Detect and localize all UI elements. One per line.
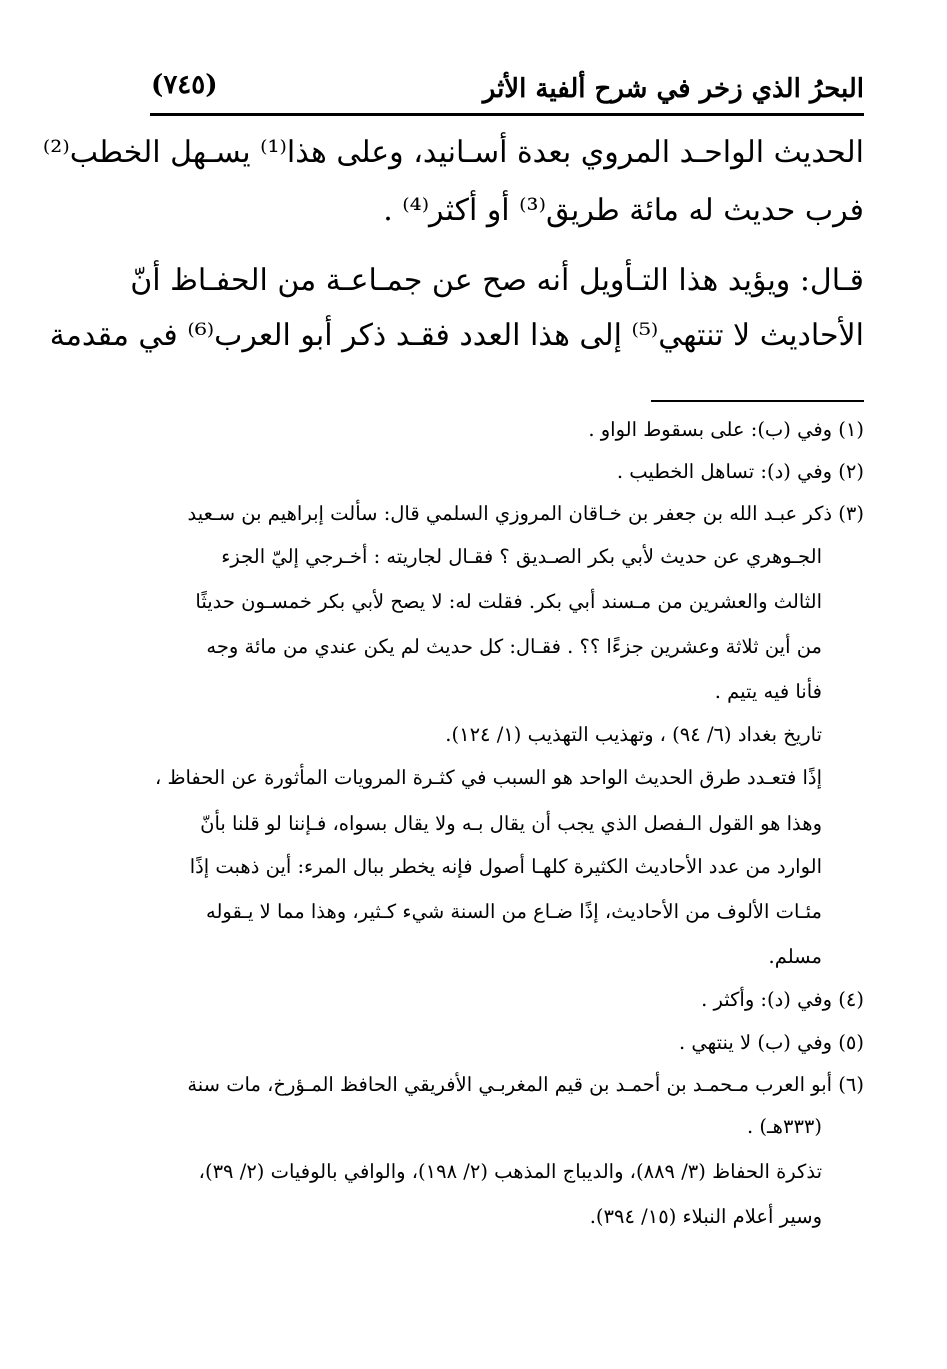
footnote-line: إذًا فتعـدد طرق الحديث الواحد هو السبب في كثـرة المرويات المأثورة عن الحفاظ ، [154, 766, 822, 789]
footnote-line: (٣) ذكر عبـد الله بن جعفر بن خـاقان المروزي السلمي قال: سألت إبراهيم بن سـعيد [187, 502, 864, 525]
header-rule [150, 113, 864, 116]
footnote-line: فأنا فيه يتيم . [714, 680, 822, 703]
footnote-line: (٦) أبو العرب مـحمـد بن أحمـد بن قيم المغربـي الأفريقي الحافظ المـؤرخ، مات سنة [187, 1073, 864, 1096]
footnote-line: تذكرة الحفاظ (٣/ ٨٨٩)، والديباج المذهب (٢/ ١٩٨)، والوافي بالوفيات (٢/ ٣٩)، [198, 1160, 822, 1183]
footnote-line: وهذا هو القول الـفصل الذي يجب أن يقال بـه ولا يقال بسواه، فـإننا لو قلنا بأنّ [200, 812, 822, 835]
main-text-line: فرب حديث له مائة طريق⁽³⁾ أو أكثر⁽⁴⁾ . [383, 193, 864, 228]
footnote-line: (٣٣٣هـ) . [746, 1115, 822, 1138]
main-text-line: الحديث الواحـد المروي بعدة أسـانيد، وعلى هذا⁽¹⁾ يسـهل الخطب⁽²⁾ [42, 135, 864, 170]
footnote-line: الجـوهري عن حديث لأبي بكر الصـديق ؟ فقـال لجاريته : أخـرجي إليّ الجزء [221, 545, 822, 568]
main-text-line: قـال: ويؤيد هذا التـأويل أنه صح عن جمـاعـة من الحفـاظ أنّ [130, 263, 864, 298]
footnote-line: الوارد من عدد الأحاديث الكثيرة كلهـا أصول فإنه يخطر ببال المرء: أين ذهبت إذًا [189, 855, 822, 878]
footnote-line: مئـات الألوف من الأحاديث، إذًا ضـاع من السنة شيء كـثير، وهذا مما لا يـقوله [205, 900, 822, 923]
footnote-line: الثالث والعشرين من مـسند أبي بكر. فقلت له: لا يصح لأبي بكر خمسـون حديثًا [195, 590, 822, 613]
footnote-line: مسلم. [768, 945, 822, 968]
footnote-line: من أين ثلاثة وعشرين جزءًا ؟؟ . فقـال: كل حديث لم يكن عندي من مائة وجه [206, 635, 822, 658]
page-number: (٧٤٥) [151, 70, 218, 100]
running-title: البحرُ الذي زخر في شرح ألفية الأثر [482, 74, 864, 104]
footnote-line: تاريخ بغداد (٦/ ٩٤) ، وتهذيب التهذيب (١/ ١٢٤). [445, 723, 822, 746]
footnote-line: (٥) وفي (ب) لا ينتهي . [678, 1031, 864, 1054]
footnote-separator [651, 400, 864, 402]
footnote-line: (١) وفي (ب): على بسقوط الواو . [588, 418, 864, 441]
main-text-line: الأحاديث لا تنتهي⁽⁵⁾ إلى هذا العدد فقـد ذكر أبو العرب⁽⁶⁾ في مقدمة [49, 318, 864, 353]
footnote-line: (٤) وفي (د): وأكثر . [701, 988, 864, 1011]
footnote-line: (٢) وفي (د): تساهل الخطيب . [616, 460, 864, 483]
footnote-line: وسير أعلام النبلاء (١٥/ ٣٩٤). [589, 1205, 822, 1228]
